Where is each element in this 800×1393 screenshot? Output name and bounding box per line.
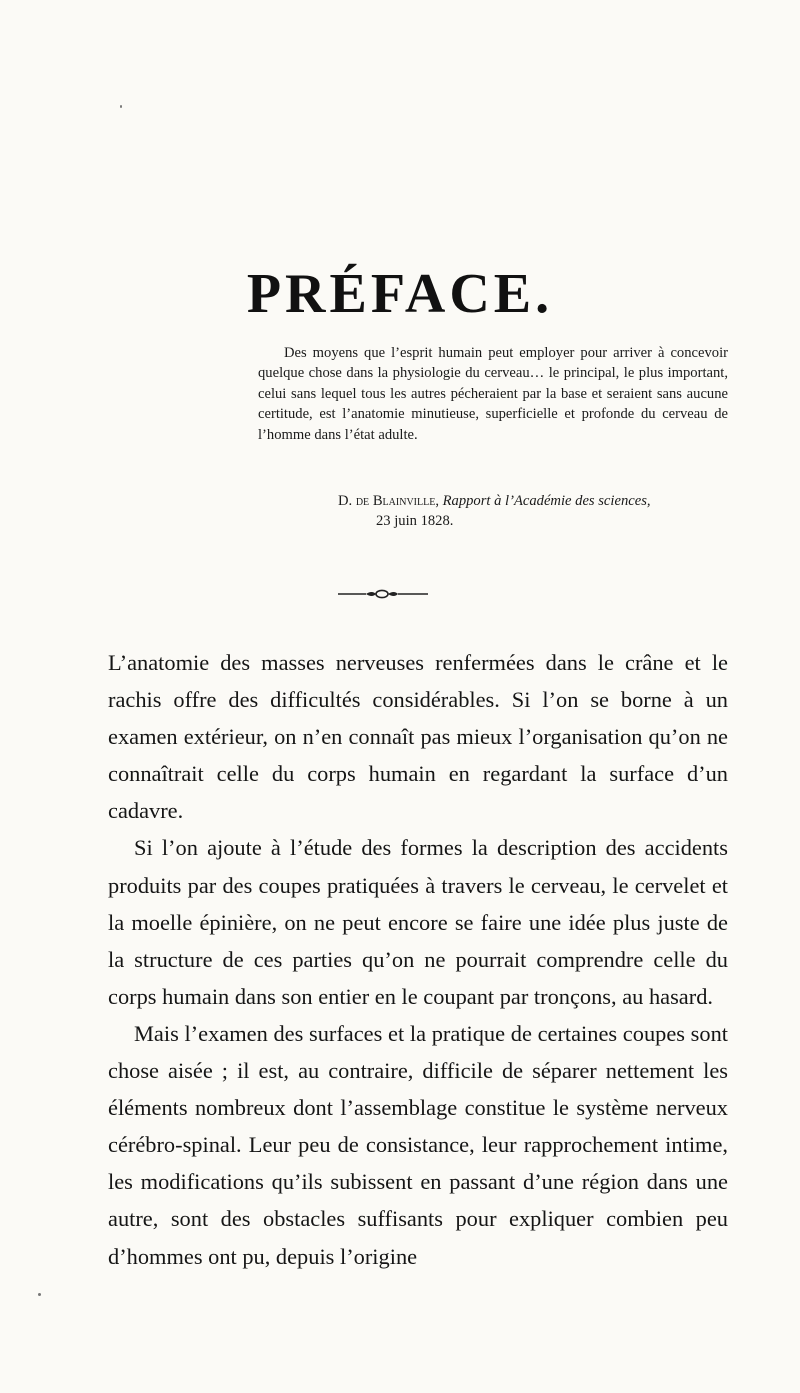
paper-speck <box>120 105 122 108</box>
body-text <box>108 644 728 1275</box>
epigraph-text: Des moyens que l’esprit humain peut employer pour arriver à concevoir quelque chose dans la physiologie du cerveau… le principal, le plus important, celui sans lequel tous les autres pécheraient par la base et seraient sans aucune certitude, est l’anatomie minutieuse, superficielle et profonde du cerveau de l’homme dans l’état adulte. <box>258 345 728 443</box>
paragraph: L’anatomie des masses nerveuses renfermées dans le crâne et le rachis offre des difficultés considérables. Si l’on se borne à un examen extérieur, on n’en connaît pas mieux l’organisation qu’on ne connaîtrait celle du corps humain en regardant la surface d’un cadavre. <box>108 650 728 824</box>
work-title: Rapport à l’Académie des sciences, <box>442 493 651 509</box>
attribution-date: 23 juin 1828. <box>376 513 454 530</box>
ornament-divider-icon <box>336 588 430 600</box>
author-prefix: D. de <box>338 493 370 509</box>
paragraph: Si l’on ajoute à l’étude des formes la description des accidents produits par des coupes pratiquées à travers le cerveau, le cervelet et la moelle épinière, on ne peut encore se faire une idée plus juste de la structure de ces parties qu’on ne pourrait comprendre celle du corps humain dans son entier en le coupant par tronçons, au hasard. <box>108 835 728 1009</box>
epigraph-attribution <box>258 491 728 532</box>
epigraph <box>258 343 728 445</box>
paragraph: Mais l’examen des surfaces et la pratique de certaines coupes sont chose aisée ; il est, au contraire, difficile de séparer nettement les éléments nombreux dont l’assemblage constitue le système nerveux cérébro-spinal. Leur peu de consistance, leur rapprochement intime, les modifications qu’ils subissent en passant d’une région dans une autre, sont des obstacles suffisants pour expliquer combien peu d’hommes ont pu, depuis l’origine <box>108 1020 728 1269</box>
author-name: Blainville <box>372 493 436 509</box>
page-title: PRÉFACE. <box>246 263 554 325</box>
paper-speck <box>38 1293 41 1296</box>
attribution-line-1: D. de Blainville, Rapport à l’Académie des sciences, <box>338 493 651 509</box>
attribution-line-2 <box>258 511 728 531</box>
